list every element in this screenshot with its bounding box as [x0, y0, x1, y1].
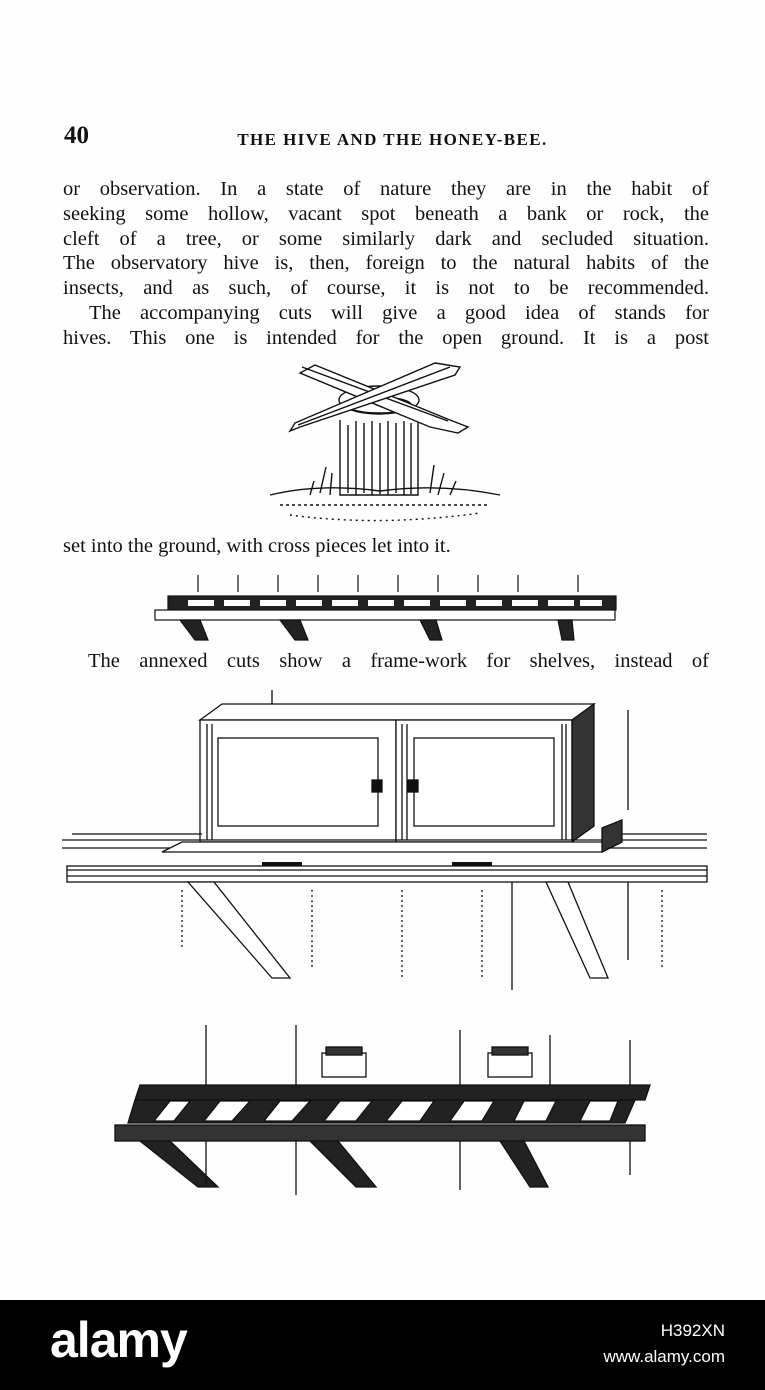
text-line: cleft of a tree, or some similarly dark and secluded situation.: [63, 227, 709, 250]
text-line: The observatory hive is, then, foreign to the natural habits of the: [63, 252, 709, 275]
caption-frame-work: The annexed cuts show a frame-work for shelves, instead of: [88, 650, 709, 672]
caption-post-stand: set into the ground, with cross pieces let into it.: [63, 535, 451, 557]
shelf-with-hive-boxes-engraving: [62, 690, 712, 995]
slatted-shelf-engraving: [150, 570, 620, 645]
ladder-frame-with-small-hives-engraving: [110, 1025, 660, 1205]
post-stand-engraving: [260, 355, 510, 530]
text-line: hives. This one is intended for the open ground. It is a post: [63, 326, 709, 349]
page-number: 40: [64, 122, 89, 149]
alamy-logo: alamy: [50, 1312, 187, 1368]
paragraph-1: [63, 177, 709, 351]
image-id: H392XN: [660, 1321, 725, 1340]
watermark-url: www.alamy.com: [603, 1347, 725, 1366]
text-line: or observation. In a state of nature they are in the habit of: [63, 178, 709, 200]
running-head: THE HIVE AND THE HONEY-BEE.: [237, 130, 548, 149]
text-line: seeking some hollow, vacant spot beneath a bank or rock, the: [63, 202, 709, 225]
text-line: insects, and as such, of course, it is not to be recommended.: [63, 277, 709, 300]
text-line: The accompanying cuts will give a good idea of stands for: [89, 301, 709, 324]
